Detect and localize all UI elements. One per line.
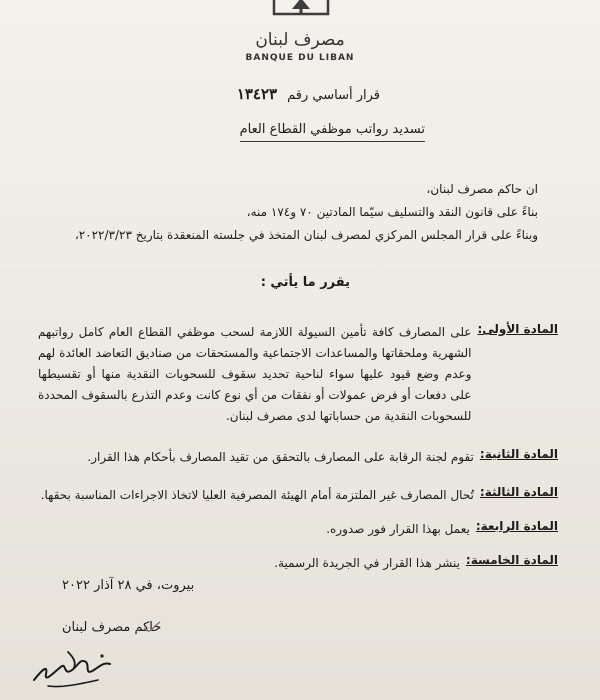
article-fifth xyxy=(38,553,558,574)
article-text: ينشر هذا القرار في الجريدة الرسمية. xyxy=(274,556,460,570)
handwritten-signature-icon xyxy=(28,640,138,695)
article-text: على المصارف كافة تأمين السيولة اللازمة لسحب موظفي القطاع العام كامل رواتبهم الشهرية وملحقاتها والمساعدات الاجتماعية والمستحقات من صناديق التعاضد العائدة لهم وعدم وضع قيود عليها سواء لناحية تحديد سقوف للسحوبات النقدية منها أو تقسيطها على دفعات أو فرض عمولات أو نفقات من أي نوع كانت وعدم التذرع بالسقوف المحددة للسحوبات النقدية من حساباتها لدى مصرف لبنان. xyxy=(38,325,472,423)
decision-heading xyxy=(237,85,380,103)
article-third xyxy=(38,485,558,506)
cedar-emblem-icon xyxy=(270,0,332,18)
article-text: يعمل بهذا القرار فور صدوره. xyxy=(326,522,470,536)
bank-name-english: BANQUE DU LIBAN xyxy=(245,53,355,63)
decides-heading: يقرر ما يأتي : xyxy=(260,275,350,290)
preamble-line: بناءً على قانون النقد والتسليف سيّما المادتين ٧٠ و١٧٤ منه، xyxy=(246,205,538,219)
bank-name-arabic: مصرف لبنان xyxy=(255,30,345,50)
article-first xyxy=(38,322,558,427)
place-and-date: بيروت، في ٢٨ آذار ٢٠٢٢ xyxy=(62,578,195,593)
preamble-line: ان حاكم مصرف لبنان، xyxy=(426,182,538,196)
preamble-line: وبناءً على قرار المجلس المركزي لمصرف لبنان المتخذ في جلسته المنعقدة بتاريخ ٢٠٢٢/٣/٢٣، xyxy=(74,228,538,242)
article-label: المادة الثالثة: xyxy=(479,485,558,499)
preamble xyxy=(38,178,538,247)
article-second xyxy=(38,447,558,468)
article-text: تُحال المصارف غير الملتزمة أمام الهيئة المصرفية العليا لاتخاذ الاجراءات المناسبة بحقها. xyxy=(40,488,474,502)
handwritten-check-icon xyxy=(142,620,162,634)
article-fourth xyxy=(38,519,558,540)
decision-label: قرار أساسي رقم xyxy=(287,88,380,103)
article-label: المادة الرابعة: xyxy=(475,519,558,533)
article-label: المادة الثانية: xyxy=(479,447,558,461)
article-label: المادة الخامسة: xyxy=(465,553,558,567)
article-text: تقوم لجنة الرقابة على المصارف بالتحقق من تقيد المصارف بأحكام هذا القرار. xyxy=(87,450,474,464)
signer-title: حاكم مصرف لبنان xyxy=(62,620,162,635)
article-label: المادة الأولى: xyxy=(477,322,558,336)
decision-subject: تسديد رواتب موظفي القطاع العام xyxy=(240,122,425,142)
decision-number: ١٣٤٢٣ xyxy=(236,85,278,103)
